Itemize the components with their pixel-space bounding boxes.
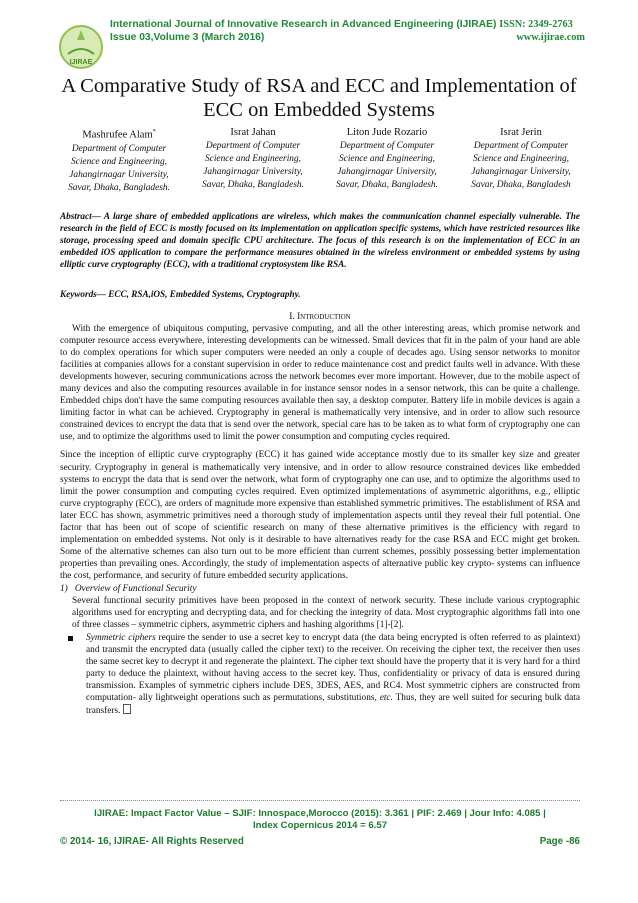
paragraph-ecc: Since the inception of elliptic curve cryptography (ECC) it has gained wide acceptance mostly due to its smaller key size and greater security. Cryptography in general is mathematically very intensive, and in order to allow resource constrained devices like embedded systems to encrypt the data that is send over the network, what form of cryptography one can use, and to optimize the algorithms used to limit the power consumption and computing cycles required. Even optimized implementations of asymmetric algorithms, e.g., elliptic curve cryptography (ECC), are orders of magnitude more expensive than established symmetric primitives. The establishment of RSA and later ECC has shown, asymmetric primitives need a thorough study of implementation aspects until they reveal their full potential. One factor that has been out of scope of scientific research on many of these alternative primitives is the efficiency with regard to implementation on embedded systems. Not only is it desirable to have alternatives ready for the case RSA and ECC might get broken. Some of the alternative schemes can also turn out to be more efficient than current schemes, possibly possessing better implementation properties than prevailing ones. Accordingly, the study of implementation aspects of alternative public key crypto- systems can influence the cost, performance, and security of future embedded security applications. [60,450,580,581]
author-univ: Jahangirnagar University, [337,167,437,177]
author-dept2: Science and Engineering, [338,154,436,164]
author-dept: Department of Computer [71,143,167,154]
author-univ: Jahangirnagar University, [203,167,303,177]
footer-copyright: © 2014- 16, IJIRAE- All Rights Reserved [60,836,244,847]
subsection-heading [60,583,580,595]
author-dept: Department of Computer [339,141,435,151]
paragraph-intro: With the emergence of ubiquitous computing, pervasive computing, and all the other interesting areas, which promise network and computer resource access everywhere, interesting developments can be witnessed. Small devices that fit in the palm of your hand are able to do complex operations for which super computers were needed an only a couple of decades ago. Using sensor networks to monitor facilities at companies allows for a constant supervision in order to reduce maintenance cost and predict faults well in advance. With these developments however, securing communications across the network becomes ever more important. However, due to the mobile aspect of many devices and also the computing resources available in for instance sensor nodes in a sensor network, this can be quite a challenge. Embedded chips don't have the same computing resources available then say, a desktop computer. Battery life in mobile devices is again a limiting factor in what can be achieved. Cryptography in general is mathematically very intensive, and in order to allow such resource constrained devices to encrypt the data that is send over the network, special care has to be taken as to what form of cryptography one can use, and to optimize the algorithms used to limit the power consumption and computing cycles required. [60,324,580,443]
author-city: Savar, Dhaka, Bangladesh [471,180,571,190]
author-name: Liton Jude Rozario [346,127,428,138]
journal-issue-line [110,31,585,44]
author-dept2: Science and Engineering, [204,154,302,164]
placeholder-glyph-icon [123,704,131,714]
keywords: Keywords— ECC, RSA,iOS, Embedded Systems, Cryptography. [60,289,301,299]
bullet-etc: etc. [379,693,393,704]
author-block [457,126,585,195]
footer-divider [60,800,580,801]
page-number: Page -86 [539,836,580,847]
author-name: Israt Jahan [230,127,276,138]
author-list [55,126,585,195]
list-item [60,632,580,717]
author-block [55,126,183,195]
bullet-square-icon [60,632,86,717]
bullet-text [86,632,580,717]
journal-issn: ISSN: 2349-2763 [499,19,573,30]
author-dept2: Science and Engineering, [472,154,570,164]
bullet-text-a: require the sender to use a secret key to encrypt data (the data being encrypted is often referred to as plaintext) and transmit the encrypted data (usually called the cipher text) to the receiver. On receiving the cipher text, the receiver then uses the same secret key to decrypt it and regenerate the plaintext. The cipher text should have the property that it is very hard for a third party to deduce the plaintext, without having access to the secret key. Thus, confidentiality or privacy of data is ensured during transmission. Examples of symmetric ciphers include DES, 3DES, AES, and RC4. Most symmetric ciphers are constructed from computation- ally lightweight operations such as permutations, substitutions, [86,633,580,704]
author-city: Savar, Dhaka, Bangladesh. [202,180,304,190]
author-city: Savar, Dhaka, Bangladesh. [336,180,438,190]
author-name: Mashrufee Alam [82,129,153,141]
author-dept: Department of Computer [473,141,569,151]
author-dept: Department of Computer [205,141,301,151]
footer-bottom [60,836,580,847]
section-title: Introduction [297,312,351,322]
author-univ: Jahangirnagar University, [471,167,571,177]
author-mark: * [152,129,156,135]
journal-issue: Issue 03,Volume 3 (March 2016) [110,32,265,43]
footer-line1: IJIRAE: Impact Factor Value – SJIF: Innospace,Morocco (2015): 3.361 | PIF: 2.469 | Jour Info: 4.085 | [94,808,546,819]
author-city: Savar, Dhaka, Bangladesh. [68,182,170,193]
paper-title: A Comparative Study of RSA and ECC and Implementation of ECC on Embedded Systems [61,75,577,121]
journal-url[interactable]: www.ijirae.com [516,32,585,43]
author-name: Israt Jerin [500,127,542,138]
footer-impact [60,808,580,832]
author-block [323,126,451,195]
journal-logo [58,24,104,70]
journal-header [110,18,585,44]
body-text [60,323,580,718]
subsection-number: 1) [60,583,68,594]
journal-name: International Journal of Innovative Research in Advanced Engineering (IJIRAE) [110,19,497,30]
abstract: Abstract— A large share of embedded applications are wireless, which makes the communication channel especially vulnerable. The research in the field of ECC is mostly focused on its implementation on application specific systems, which have restricted resources like storage, processing speed and domain specific CPU architecture. The focus of this research is on the implementation of ECC in an embedded iOS application to compare the performance measures obtained in the wireless environment or embedded systems by using elliptic curve cryptography (ECC), with a traditional cryptosystem like RSA. [60,211,580,269]
author-block [189,126,317,195]
footer-line2: Index Copernicus 2014 = 6.57 [252,820,388,831]
subsection-title: Overview of Functional Security [74,583,197,594]
section-heading [60,311,580,323]
journal-name-line [110,18,585,31]
bullet-term: Symmetric ciphers [86,633,156,644]
bullet-text-b: Thus, they are well suited for securing bulk data transfers. [86,693,580,717]
logo-text: IJIRAE [69,59,93,66]
author-dept2: Science and Engineering, [70,156,168,167]
section-number: I. [289,312,295,322]
author-univ: Jahangirnagar University, [69,169,169,180]
paragraph-functional-security: Several functional security primitives have been proposed in the context of network security. These include various cryptographic algorithms used for encrypting and decrypting data, and for checking the integrity of data. Most cryptographic algorithms fall into one of three classes – symmetric ciphers, asymmetric ciphers and hashing algorithms [1]-[2]. [72,596,580,631]
